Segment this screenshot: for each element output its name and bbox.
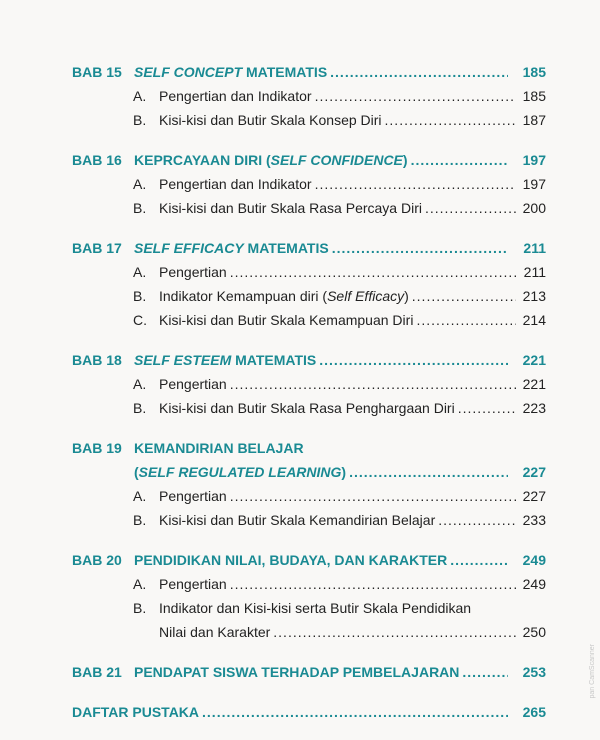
item-label: B. [133,600,147,616]
toc-item [72,396,546,420]
item-label: A. [133,576,147,592]
chapter-19 [72,436,546,532]
leader-dots [411,148,508,172]
item-text: Kisi-kisi dan Butir Skala Konsep Diri [159,112,382,128]
toc-item-continued [72,620,546,644]
leader-dots [438,508,516,532]
chapter-page: 253 [522,664,546,680]
toc-item [72,508,546,532]
leader-dots [450,548,508,572]
item-page: 223 [522,400,546,416]
item-text: Pengertian [159,264,227,280]
chapter-number: BAB 16 [72,152,122,168]
toc-item [72,372,546,396]
item-label: A. [133,176,147,192]
chapter-page: 185 [522,64,546,80]
leader-dots [230,572,516,596]
chapter-title: SELF CONCEPT MATEMATIS [134,64,328,80]
item-label: B. [133,512,147,528]
item-label: A. [133,488,147,504]
toc-item [72,596,546,620]
item-text: Kisi-kisi dan Butir Skala Rasa Penghargaan Diri [159,400,455,416]
item-page: 250 [522,624,546,640]
item-label: C. [133,312,147,328]
chapter-page: 227 [522,464,546,480]
leader-dots [319,348,508,372]
chapter-title: SELF EFFICACY MATEMATIS [134,240,329,256]
chapter-21 [72,660,546,684]
toc-item [72,172,546,196]
chapter-heading [72,660,546,684]
item-text: Indikator Kemampuan diri (Self Efficacy) [159,288,409,304]
toc-item [72,260,546,284]
chapter-title: PENDIDIKAN NILAI, BUDAYA, DAN KARAKTER [134,552,448,568]
item-page: 233 [522,512,546,528]
chapter-heading-continued [72,460,546,484]
leader-dots [462,660,508,684]
toc-item [72,84,546,108]
leader-dots [230,484,516,508]
chapter-title: (SELF REGULATED LEARNING) [134,464,347,480]
chapter-number: BAB 17 [72,240,122,256]
chapter-number: BAB 15 [72,64,122,80]
chapter-title: KEMANDIRIAN BELAJAR [134,440,304,456]
item-label: A. [133,376,147,392]
leader-dots [230,372,516,396]
item-page: 221 [522,376,546,392]
chapter-number: BAB 20 [72,552,122,568]
item-text: Pengertian dan Indikator [159,88,312,104]
leader-dots [416,308,516,332]
leader-dots [230,260,516,284]
item-text: Indikator dan Kisi-kisi serta Butir Skala Pendidikan [159,600,472,616]
table-of-contents [72,60,546,740]
toc-item [72,108,546,132]
chapter-heading [72,148,546,172]
chapter-title: PENDAPAT SISWA TERHADAP PEMBELAJARAN [134,664,460,680]
scanner-watermark: pan CamScanner [589,643,596,698]
chapter-18 [72,348,546,420]
chapter-title: KEPRCAYAAN DIRI (SELF CONFIDENCE) [134,152,408,168]
item-text: Kisi-kisi dan Butir Skala Kemampuan Diri [159,312,414,328]
bibliography [72,700,546,724]
chapter-number: BAB 18 [72,352,122,368]
chapter-page: 211 [523,240,546,256]
chapter-page: 221 [522,352,546,368]
leader-dots [315,84,516,108]
item-text: Kisi-kisi dan Butir Skala Kemandirian Belajar [159,512,436,528]
item-page: 227 [522,488,546,504]
toc-item [72,196,546,220]
leader-dots [332,236,508,260]
leader-dots [385,108,516,132]
chapter-17 [72,236,546,332]
item-page: 185 [522,88,546,104]
toc-item [72,572,546,596]
item-text: Pengertian [159,576,227,592]
leader-dots [315,172,516,196]
toc-item [72,484,546,508]
item-page: 187 [522,112,546,128]
chapter-number: BAB 19 [72,440,122,456]
item-page: 213 [522,288,546,304]
chapter-page: 197 [522,152,546,168]
chapter-15 [72,60,546,132]
toc-item [72,308,546,332]
item-label: B. [133,288,147,304]
chapter-20 [72,548,546,644]
chapter-heading [72,236,546,260]
leader-dots [425,196,516,220]
item-page: 249 [522,576,546,592]
leader-dots [202,700,508,724]
chapter-title: SELF ESTEEM MATEMATIS [134,352,317,368]
toc-item [72,284,546,308]
bibliography-heading [72,700,546,724]
bibliography-title: DAFTAR PUSTAKA [72,704,200,720]
item-label: A. [133,88,147,104]
leader-dots [273,620,516,644]
item-label: B. [133,400,147,416]
item-text: Pengertian dan Indikator [159,176,312,192]
chapter-number: BAB 21 [72,664,122,680]
bibliography-page: 265 [522,704,546,720]
chapter-heading [72,548,546,572]
item-page: 197 [522,176,546,192]
chapter-heading [72,60,546,84]
chapter-heading [72,348,546,372]
leader-dots [458,396,516,420]
item-label: A. [133,264,147,280]
item-text: Nilai dan Karakter [159,624,271,640]
chapter-16 [72,148,546,220]
item-page: 200 [522,200,546,216]
leader-dots [330,60,508,84]
item-text: Pengertian [159,376,227,392]
leader-dots [349,460,508,484]
item-text: Pengertian [159,488,227,504]
item-page: 214 [522,312,546,328]
leader-dots [412,284,516,308]
item-text: Kisi-kisi dan Butir Skala Rasa Percaya Diri [159,200,422,216]
item-label: B. [133,200,147,216]
chapter-heading [72,436,546,460]
item-label: B. [133,112,147,128]
chapter-page: 249 [522,552,546,568]
item-page: 211 [523,264,546,280]
